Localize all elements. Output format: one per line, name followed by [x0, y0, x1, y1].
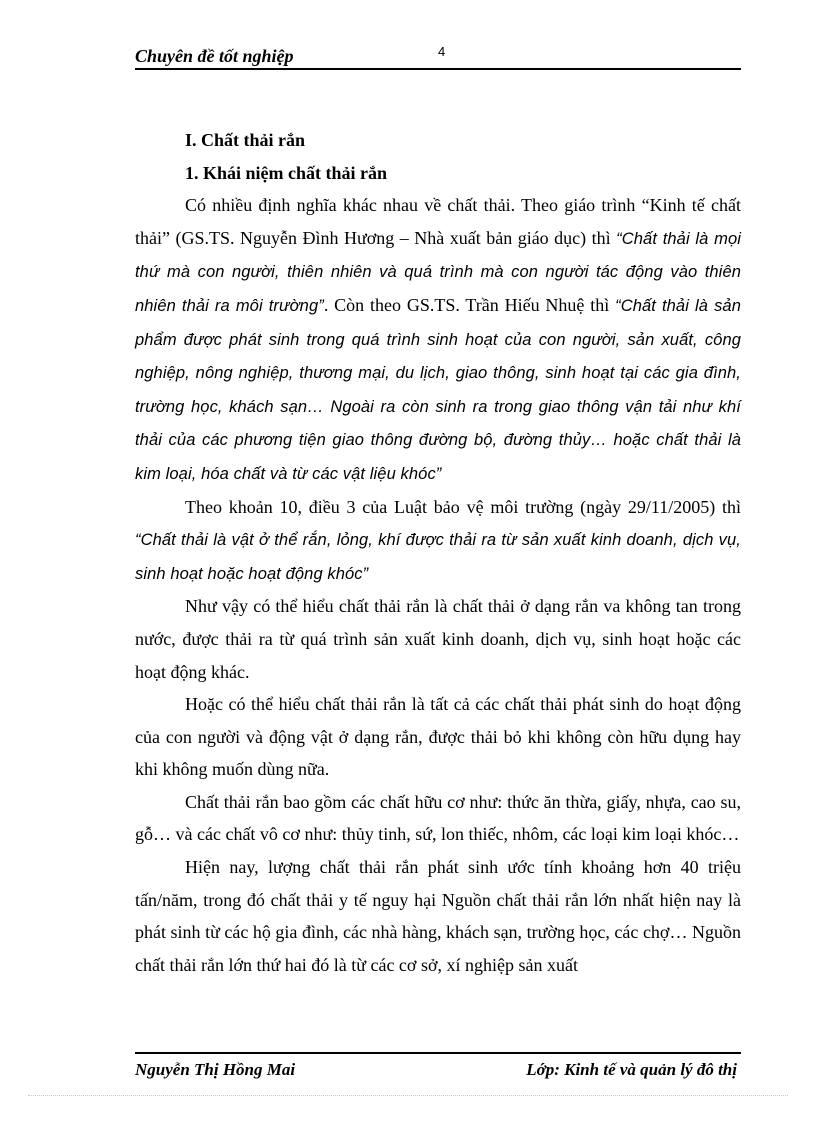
page-footer	[135, 1052, 741, 1084]
quote-text: “Chất thải là sản phẩm được phát sinh trong quá trình sinh hoạt của con người, sản xuất, công nghiệp, nông nghiệp, thương mại, du lịch, giao thông, sinh hoạt tại các gia đình, trường học, khách sạn… Ngoài ra còn sinh ra trong giao thông vận tải như khí thải của các phương tiện giao thông đường bộ, đường thủy… hoặc chất thải là kim loại, hóa chất và từ các vật liệu khóc”	[135, 296, 741, 483]
page-header	[135, 44, 741, 70]
page-number: 4	[438, 44, 446, 59]
paragraph: Hoặc có thể hiểu chất thải rắn là tất cả các chất thải phát sinh do hoạt động của con người và động vật ở dạng rắn, được thải bỏ khi không còn hữu dụng hay khi không muốn dùng nữa.	[135, 694, 741, 780]
document-body	[135, 124, 741, 981]
page-edge-divider	[28, 1095, 788, 1096]
section-heading: I. Chất thải rắn	[185, 130, 306, 150]
paragraph: Chất thải rắn bao gồm các chất hữu cơ như: thức ăn thừa, giấy, nhựa, cao su, gỗ… và các chất vô cơ như: thủy tinh, sứ, lon thiếc, nhôm, các loại kim loại khóc…	[135, 791, 741, 845]
paragraph-law-definition	[135, 491, 741, 591]
paragraph: Hiện nay, lượng chất thải rắn phát sinh ước tính khoảng hơn 40 triệu tấn/năm, trong đó chất thải y tế nguy hại Nguồn chất thải rắn lớn nhất hiện nay là phát sinh từ các hộ gia đình, các nhà hàng, khách sạn, trường học, các chợ… Nguồn chất thải rắn lớn thứ hai đó là từ các cơ sở, xí nghiệp sản xuất	[135, 857, 741, 975]
header-title: Chuyên đề tốt nghiệp	[135, 46, 294, 66]
paragraph-text: Theo khoản 10, điều 3 của Luật bảo vệ môi trường (ngày 29/11/2005) thì	[185, 496, 741, 517]
quote-text: “Chất thải là mọi thứ mà con người, thiên nhiên và quá trình mà con người tác động vào thiên nhiên thải ra môi trường”	[135, 229, 741, 315]
quote-text: “Chất thải là vật ở thể rắn, lỏng, khí được thải ra từ sản xuất kinh doanh, dịch vụ, sinh hoạt hoặc hoạt động khóc”	[135, 531, 741, 583]
paragraph-text: Có nhiều định nghĩa khác nhau về chất thải. Theo giáo trình “Kinh tế chất thải” (GS.TS. Nguyễn Đình Hương – Nhà xuất bản giáo dục) thì	[135, 195, 741, 248]
section-subheading: 1. Khái niệm chất thải rắn	[185, 162, 388, 183]
footer-class: Lớp: Kinh tế và quản lý đô thị	[526, 1060, 737, 1079]
paragraph: Như vậy có thể hiểu chất thải rắn là chất thải ở dạng rắn va không tan trong nước, được thải ra từ quá trình sản xuất kinh doanh, dịch vụ, sinh hoạt hoặc các hoạt động khác.	[135, 596, 741, 682]
footer-author: Nguyễn Thị Hồng Mai	[135, 1060, 296, 1079]
paragraph-text: . Còn theo GS.TS. Trần Hiếu Nhuệ thì	[323, 294, 616, 315]
paragraph-definitions	[135, 189, 741, 490]
